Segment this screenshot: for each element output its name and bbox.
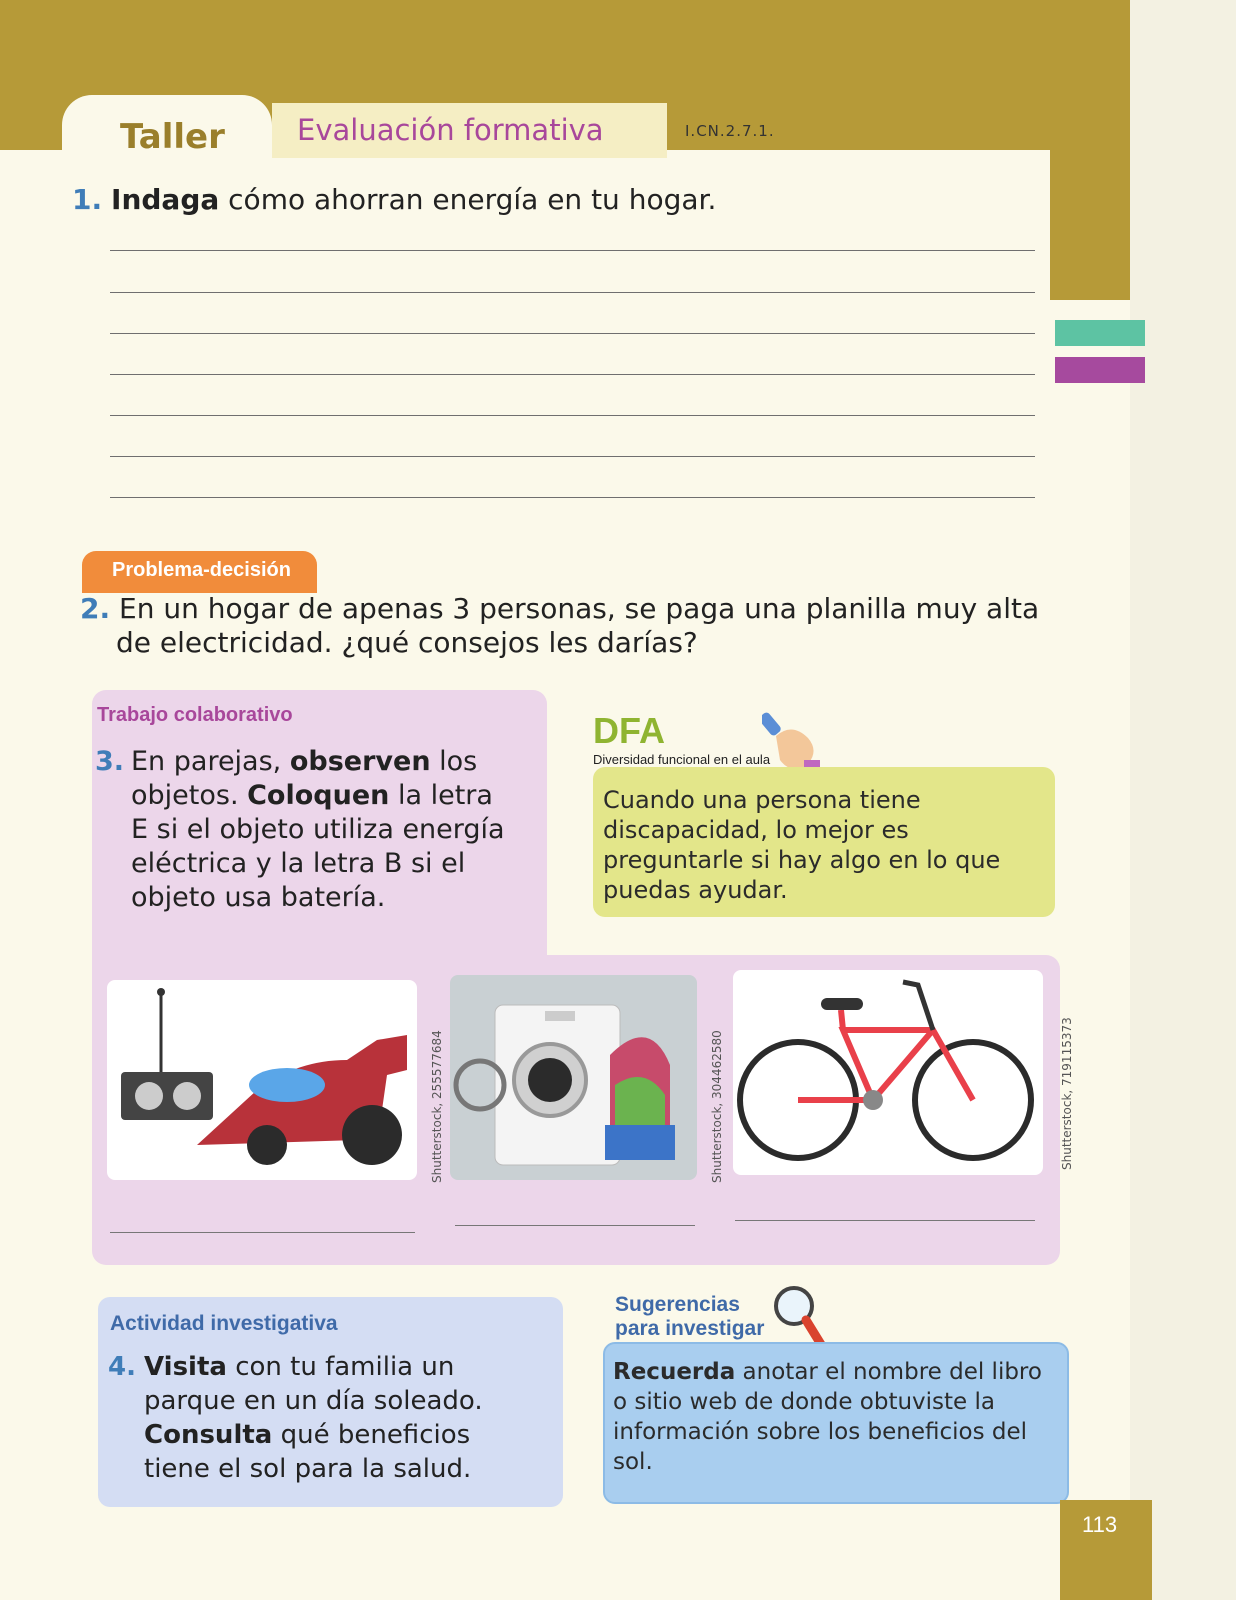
rc-car-icon — [107, 980, 417, 1180]
question-1-number: 1. — [72, 183, 103, 216]
problema-decision-label: Problema-decisión — [112, 559, 291, 581]
answer-line[interactable] — [110, 374, 1035, 375]
question-1 — [72, 183, 716, 217]
page-number: 113 — [1082, 1512, 1118, 1537]
image-credit: Shutterstock, 304462580 — [710, 1030, 724, 1183]
answer-line[interactable] — [110, 456, 1035, 457]
image-1-answer-line[interactable] — [110, 1232, 415, 1233]
answer-line[interactable] — [110, 250, 1035, 251]
question-4-text: qué beneficios tiene el sol para la salud. — [144, 1420, 472, 1484]
collab-title: Trabajo colaborativo — [97, 704, 293, 726]
bicycle-icon — [733, 970, 1043, 1175]
question-4 — [108, 1350, 533, 1486]
question-3-verb-observen: observen — [289, 746, 431, 777]
question-3-text: la letra E si el objeto utiliza energía eléctrica y la letra B si el objeto usa batería. — [131, 780, 505, 913]
question-4-text: con tu familia un parque en un día soleado. — [144, 1352, 483, 1416]
suggestions-body: anotar el nombre del libro o sitio web de donde obtuviste la información sobre los beneficios del sol. — [613, 1359, 1042, 1475]
teal-stripe — [1055, 320, 1145, 346]
answer-line[interactable] — [110, 292, 1035, 293]
question-3-verb-coloquen: Coloquen — [247, 780, 390, 811]
side-band — [1050, 0, 1130, 300]
page-edge — [1130, 0, 1236, 1600]
suggestions-title — [615, 1293, 764, 1341]
question-3 — [95, 745, 505, 915]
question-2-line-1: En un hogar de apenas 3 personas, se paga una planilla muy alta — [119, 592, 1040, 625]
tab-evaluacion-label: Evaluación formativa — [297, 113, 604, 147]
investigative-title: Actividad investigativa — [110, 1312, 338, 1335]
magenta-stripe — [1055, 357, 1145, 383]
curriculum-code: I.CN.2.7.1. — [685, 122, 775, 140]
dfa-subtitle: Diversidad funcional en el aula — [593, 752, 771, 767]
washing-machine-image — [450, 975, 697, 1180]
question-2 — [80, 592, 1039, 660]
answer-line[interactable] — [110, 497, 1035, 498]
tab-taller — [62, 95, 272, 180]
question-1-text: cómo ahorran energía en tu hogar. — [219, 183, 717, 216]
question-4-number: 4. — [108, 1352, 136, 1382]
question-3-text: En parejas, — [131, 746, 290, 777]
dfa-text: Cuando una persona tiene discapacidad, lo mejor es preguntarle si hay algo en lo que puedas ayudar. — [603, 786, 1001, 904]
answer-line[interactable] — [110, 415, 1035, 416]
suggestions-title-line-2: para investigar — [615, 1317, 765, 1340]
problema-decision-badge — [82, 551, 317, 593]
suggestions-verb: Recuerda — [613, 1359, 736, 1385]
tab-evaluacion — [272, 103, 667, 158]
image-credit: Shutterstock, 255577684 — [430, 1030, 444, 1183]
question-3-text: los objetos. — [131, 746, 478, 811]
tab-taller-label: Taller — [120, 117, 225, 157]
question-4-verb-consulta: Consulta — [144, 1420, 273, 1450]
suggestions-title-line-1: Sugerencias — [615, 1293, 740, 1316]
question-3-number: 3. — [95, 746, 125, 777]
rc-car-image — [107, 980, 417, 1180]
bicycle-image — [733, 970, 1043, 1175]
image-3-answer-line[interactable] — [735, 1220, 1035, 1221]
image-credit: Shutterstock, 719115373 — [1060, 1017, 1074, 1170]
dfa-logo: DFA — [593, 710, 665, 751]
question-4-verb-visita: Visita — [144, 1352, 227, 1382]
question-2-number: 2. — [80, 592, 111, 625]
suggestions-text — [613, 1357, 1058, 1477]
question-1-verb: Indaga — [111, 183, 220, 216]
washing-machine-icon — [450, 975, 697, 1180]
answer-line[interactable] — [110, 333, 1035, 334]
question-2-line-2: de electricidad. ¿qué consejos les darías? — [116, 626, 698, 659]
image-2-answer-line[interactable] — [455, 1225, 695, 1226]
page-number-tab — [1060, 1500, 1152, 1600]
